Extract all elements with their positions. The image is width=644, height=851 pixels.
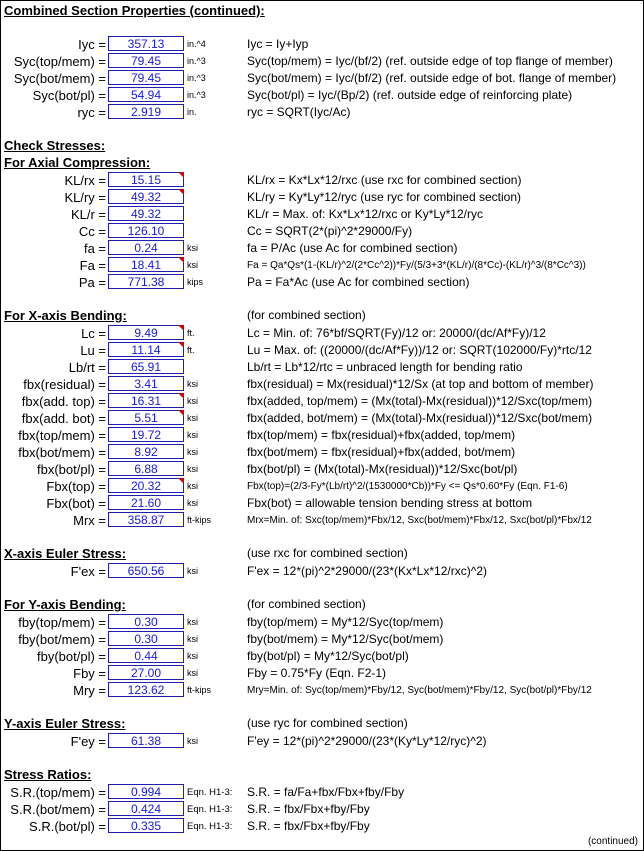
data-row	[1, 240, 643, 257]
row-label: Syc(bot/pl) =	[32, 88, 106, 103]
unit-label: in.^3	[187, 90, 206, 100]
value-cell[interactable]	[108, 818, 184, 833]
formula-text: Fbx(top)=(2/3-Fy*(Lb/rt)^2/(1530000*Cb))*Fy <= Qs*0.60*Fy (Eqn. F1-6)	[247, 481, 568, 492]
row-label: S.R.(bot/mem) =	[10, 802, 106, 817]
unit-label: ksi	[187, 260, 198, 270]
data-row	[1, 648, 643, 665]
unit-label: ksi	[187, 464, 198, 474]
section-title-combined: Combined Section Properties (continued):	[4, 3, 265, 18]
value-cell[interactable]	[108, 104, 184, 119]
formula-text: Syc(bot/mem) = Iyc/(bf/2) (ref. outside edge of bot. flange of member)	[247, 71, 617, 85]
formula-text: F'ey = 12*(pi)^2*29000/(23*(Ky*Ly*12/ryc)^2)	[247, 734, 487, 748]
unit-label: ksi	[187, 379, 198, 389]
value-cell[interactable]	[108, 784, 184, 799]
data-row	[1, 274, 643, 291]
section-title-ratios: Stress Ratios:	[4, 767, 92, 782]
value-text: 54.94	[130, 88, 162, 102]
value-cell[interactable]	[108, 393, 184, 408]
unit-label: in.^3	[187, 73, 206, 83]
value-text: 20.32	[130, 479, 162, 493]
formula-text: Pa = Fa*Ac (use Ac for combined section)	[247, 275, 470, 289]
row-label: fby(bot/mem) =	[18, 632, 106, 647]
value-text: 771.38	[127, 275, 165, 289]
row-label: KL/rx =	[64, 173, 106, 188]
data-row	[1, 393, 643, 410]
yeuler-note: (use ryc for combined section)	[247, 716, 408, 730]
unit-label: kips	[187, 277, 204, 287]
value-cell[interactable]	[108, 189, 184, 204]
section-title-ybend: For Y-axis Bending:	[4, 597, 126, 612]
data-row	[1, 257, 643, 274]
data-row	[1, 563, 643, 580]
row-label: Mrx =	[73, 513, 106, 528]
unit-label: ksi	[187, 243, 198, 253]
value-text: 65.91	[130, 360, 162, 374]
data-row	[1, 801, 643, 818]
value-text: 358.87	[127, 513, 165, 527]
formula-text: KL/ry = Ky*Ly*12/ryc (use ryc for combined section)	[247, 190, 521, 204]
value-text: 19.72	[130, 428, 162, 442]
data-row	[1, 631, 643, 648]
row-label: Mry =	[73, 683, 106, 698]
unit-label: ksi	[187, 617, 198, 627]
value-cell[interactable]	[108, 36, 184, 51]
value-text: 8.92	[134, 445, 158, 459]
row-label: fbx(bot/pl) =	[36, 462, 106, 477]
value-cell[interactable]	[108, 733, 184, 748]
value-cell[interactable]	[108, 257, 184, 272]
formula-text: fbx(residual) = Mx(residual)*12/Sx (at top and bottom of member)	[247, 377, 594, 391]
data-row	[1, 325, 643, 342]
value-text: 6.88	[134, 462, 158, 476]
comment-marker-icon[interactable]	[178, 257, 184, 263]
value-text: 18.41	[130, 258, 162, 272]
data-row	[1, 223, 643, 240]
row-label: Fbx(top) =	[46, 479, 106, 494]
row-label: fby(bot/pl) =	[36, 649, 106, 664]
data-row	[1, 444, 643, 461]
value-text: 357.13	[127, 37, 165, 51]
unit-label: ksi	[187, 736, 198, 746]
row-label: fby(top/mem) =	[18, 615, 106, 630]
row-label: Iyc =	[78, 37, 106, 52]
formula-text: S.R. = fa/Fa+fbx/Fbx+fby/Fby	[247, 785, 405, 799]
section-title-xeuler: X-axis Euler Stress:	[4, 546, 127, 561]
value-text: 27.00	[130, 666, 162, 680]
row-label: Lb/rt =	[68, 360, 106, 375]
data-row	[1, 376, 643, 393]
equation-ref: Eqn. H1-3:	[187, 787, 233, 798]
value-cell[interactable]	[108, 359, 184, 374]
unit-label: ksi	[187, 481, 198, 491]
unit-label: ft-kips	[187, 515, 212, 525]
comment-marker-icon[interactable]	[178, 189, 184, 195]
unit-label: ksi	[187, 447, 198, 457]
data-row	[1, 104, 643, 121]
unit-label: in.^3	[187, 56, 206, 66]
formula-text: Syc(top/mem) = Iyc/(bf/2) (ref. outside edge of top flange of member)	[247, 54, 613, 68]
unit-label: ksi	[187, 396, 198, 406]
value-cell[interactable]	[108, 240, 184, 255]
formula-text: F'ex = 12*(pi)^2*29000/(23*(Kx*Lx*12/rxc)^2)	[247, 564, 487, 578]
section-title-yeuler: Y-axis Euler Stress:	[4, 716, 126, 731]
row-label: fbx(add. bot) =	[21, 411, 106, 426]
value-cell[interactable]	[108, 53, 184, 68]
value-cell[interactable]	[108, 478, 184, 493]
data-row	[1, 512, 643, 529]
formula-text: Lu = Max. of: ((20000/(dc/Af*Fy))/12 or: SQRT(102000/Fy)*rtc/12	[247, 343, 592, 357]
row-label: Syc(top/mem) =	[13, 54, 106, 69]
value-cell[interactable]	[108, 648, 184, 663]
unit-label: ksi	[187, 498, 198, 508]
row-label: S.R.(top/mem) =	[10, 785, 106, 800]
row-label: KL/r =	[70, 207, 106, 222]
data-row	[1, 478, 643, 495]
row-label: Lu =	[80, 343, 106, 358]
formula-text: Cc = SQRT(2*(pi)^2*29000/Fy)	[247, 224, 413, 238]
comment-marker-icon[interactable]	[178, 393, 184, 399]
unit-label: ft-kips	[187, 685, 212, 695]
data-row	[1, 206, 643, 223]
unit-label: ksi	[187, 651, 198, 661]
value-text: 126.10	[127, 224, 165, 238]
formula-text: fby(bot/pl) = My*12/Syc(bot/pl)	[247, 649, 409, 663]
value-text: 21.60	[130, 496, 162, 510]
comment-marker-icon[interactable]	[178, 325, 184, 331]
data-row	[1, 682, 643, 699]
value-text: 0.424	[130, 802, 162, 816]
value-cell[interactable]	[108, 631, 184, 646]
data-row	[1, 36, 643, 53]
value-text: 0.24	[134, 241, 158, 255]
value-text: 9.49	[134, 326, 158, 340]
value-cell[interactable]	[108, 87, 184, 102]
comment-marker-icon[interactable]	[178, 410, 184, 416]
value-cell[interactable]	[108, 274, 184, 289]
row-label: fbx(add. top) =	[21, 394, 106, 409]
formula-text: Lc = Min. of: 76*bf/SQRT(Fy)/12 or: 20000/(dc/Af*Fy)/12	[247, 326, 546, 340]
value-cell[interactable]	[108, 223, 184, 238]
data-row	[1, 784, 643, 801]
unit-label: ksi	[187, 413, 198, 423]
value-text: 2.919	[130, 105, 162, 119]
data-row	[1, 70, 643, 87]
row-label: ryc =	[77, 105, 106, 120]
row-label: fa =	[83, 241, 106, 256]
value-cell[interactable]	[108, 563, 184, 578]
row-label: fbx(residual) =	[23, 377, 106, 392]
value-cell[interactable]	[108, 70, 184, 85]
unit-label: ksi	[187, 430, 198, 440]
value-text: 49.32	[130, 207, 162, 221]
formula-text: S.R. = fbx/Fbx+fby/Fby	[247, 819, 370, 833]
formula-text: fbx(added, bot/mem) = (Mx(total)-Mx(residual))*12/Sxc(bot/mem)	[247, 411, 593, 425]
formula-text: Fby = 0.75*Fy (Eqn. F2-1)	[247, 666, 387, 680]
value-text: 0.994	[130, 785, 162, 799]
formula-text: Syc(bot/pl) = Iyc/(Bp/2) (ref. outside edge of reinforcing plate)	[247, 88, 573, 102]
row-label: fbx(bot/mem) =	[18, 445, 106, 460]
unit-label: in.^4	[187, 39, 206, 49]
unit-label: in.	[187, 107, 197, 117]
data-row	[1, 461, 643, 478]
formula-text: fby(bot/mem) = My*12/Syc(bot/mem)	[247, 632, 444, 646]
data-row	[1, 189, 643, 206]
data-row	[1, 614, 643, 631]
formula-text: fbx(bot/pl) = (Mx(total)-Mx(residual))*12/Sxc(bot/pl)	[247, 462, 518, 476]
formula-text: S.R. = fbx/Fbx+fby/Fby	[247, 802, 370, 816]
section-title-xbend: For X-axis Bending:	[4, 308, 127, 323]
row-label: Fa =	[79, 258, 106, 273]
value-text: 16.31	[130, 394, 162, 408]
data-row	[1, 733, 643, 750]
row-label: Syc(bot/mem) =	[13, 71, 106, 86]
value-cell[interactable]	[108, 410, 184, 425]
formula-text: fby(top/mem) = My*12/Syc(top/mem)	[247, 615, 444, 629]
data-row	[1, 427, 643, 444]
unit-label: ksi	[187, 566, 198, 576]
data-row	[1, 410, 643, 427]
xbend-note: (for combined section)	[247, 308, 366, 322]
value-cell[interactable]	[108, 444, 184, 459]
formula-text: KL/rx = Kx*Lx*12/rxc (use rxc for combined section)	[247, 173, 522, 187]
formula-text: Mry=Min. of: Syc(top/mem)*Fby/12, Syc(bot/mem)*Fby/12, Syc(bot/pl)*Fby/12	[247, 685, 592, 696]
xeuler-note: (use rxc for combined section)	[247, 546, 408, 560]
value-text: 61.38	[130, 734, 162, 748]
data-row	[1, 172, 643, 189]
value-cell[interactable]	[108, 614, 184, 629]
row-label: Cc =	[78, 224, 106, 239]
data-row	[1, 53, 643, 70]
data-row	[1, 495, 643, 512]
value-cell[interactable]	[108, 665, 184, 680]
value-text: 3.41	[134, 377, 158, 391]
data-row	[1, 342, 643, 359]
unit-label: ksi	[187, 634, 198, 644]
row-label: S.R.(bot/pl) =	[29, 819, 106, 834]
comment-marker-icon[interactable]	[178, 172, 184, 178]
row-label: fbx(top/mem) =	[18, 428, 106, 443]
value-cell[interactable]	[108, 461, 184, 476]
value-text: 0.335	[130, 819, 162, 833]
formula-text: ryc = SQRT(Iyc/Ac)	[247, 105, 351, 119]
row-label: F'ey =	[70, 734, 106, 749]
value-cell[interactable]	[108, 495, 184, 510]
section-title-check-stresses: Check Stresses:	[4, 138, 106, 153]
row-label: KL/ry =	[64, 190, 106, 205]
value-text: 5.51	[134, 411, 158, 425]
row-label: Fbx(bot) =	[46, 496, 106, 511]
value-text: 11.14	[131, 343, 161, 357]
formula-text: fbx(added, top/mem) = (Mx(total)-Mx(residual))*12/Sxc(top/mem)	[247, 394, 593, 408]
formula-text: fbx(top/mem) = fbx(residual)+fbx(added, top/mem)	[247, 428, 516, 442]
formula-text: Fa = Qa*Qs*(1-(KL/r)^2/(2*Cc^2))*Fy/(5/3+3*(KL/r)/(8*Cc)-(KL/r)^3/(8*Cc^3))	[247, 260, 586, 271]
row-label: Fby =	[73, 666, 106, 681]
value-cell[interactable]	[108, 172, 184, 187]
equation-ref: Eqn. H1-3:	[187, 821, 233, 832]
comment-marker-icon[interactable]	[178, 342, 184, 348]
value-cell[interactable]	[108, 376, 184, 391]
ybend-note: (for combined section)	[247, 597, 366, 611]
section-title-axial: For Axial Compression:	[4, 155, 151, 170]
value-text: 650.56	[127, 564, 165, 578]
value-text: 0.30	[134, 615, 158, 629]
formula-text: Fbx(bot) = allowable tension bending stress at bottom	[247, 496, 533, 510]
data-row	[1, 87, 643, 104]
row-label: Pa =	[78, 275, 106, 290]
value-text: 0.30	[134, 632, 158, 646]
value-text: 123.62	[127, 683, 165, 697]
value-text: 15.15	[130, 173, 162, 187]
data-row	[1, 665, 643, 682]
formula-text: fbx(bot/mem) = fbx(residual)+fbx(added, bot/mem)	[247, 445, 516, 459]
equation-ref: Eqn. H1-3:	[187, 804, 233, 815]
row-label: F'ex =	[70, 564, 106, 579]
value-text: 79.45	[130, 71, 162, 85]
unit-label: ksi	[187, 668, 198, 678]
value-text: 79.45	[130, 54, 162, 68]
formula-text: fa = P/Ac (use Ac for combined section)	[247, 241, 458, 255]
formula-text: Iyc = Iy+Iyp	[247, 37, 309, 51]
data-row	[1, 359, 643, 376]
formula-text: Mrx=Min. of: Sxc(top/mem)*Fbx/12, Sxc(bot/mem)*Fbx/12, Sxc(bot/pl)*Fbx/12	[247, 515, 592, 526]
value-cell[interactable]	[108, 342, 184, 357]
value-cell[interactable]	[108, 801, 184, 816]
value-text: 49.32	[130, 190, 162, 204]
formula-text: KL/r = Max. of: Kx*Lx*12/rxc or Ky*Ly*12/ryc	[247, 207, 483, 221]
value-cell[interactable]	[108, 325, 184, 340]
unit-label: ft.	[187, 345, 195, 355]
comment-marker-icon[interactable]	[178, 478, 184, 484]
continued-note: (continued)	[587, 836, 638, 847]
unit-label: ft.	[187, 328, 195, 338]
formula-text: Lb/rt = Lb*12/rtc = unbraced length for bending ratio	[247, 360, 523, 374]
value-cell[interactable]	[108, 512, 184, 527]
data-row	[1, 818, 643, 835]
value-cell[interactable]	[108, 206, 184, 221]
value-text: 0.44	[134, 649, 158, 663]
value-cell[interactable]	[108, 427, 184, 442]
row-label: Lc =	[81, 326, 106, 341]
value-cell[interactable]	[108, 682, 184, 697]
